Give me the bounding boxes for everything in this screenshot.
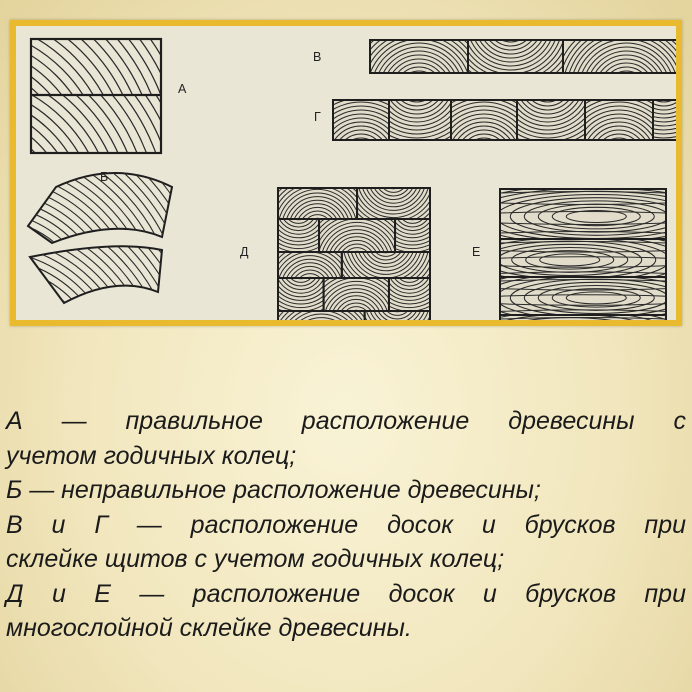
caption-line-5: склейке щитов с учетом годичных колец; bbox=[6, 545, 505, 573]
caption-line-7: многослойной склейке древесины. bbox=[6, 614, 412, 642]
label-d: Д bbox=[240, 245, 249, 259]
label-v: В bbox=[313, 50, 322, 64]
illustration-frame bbox=[10, 20, 682, 326]
caption-line-3: Б — неправильное расположение древесины; bbox=[6, 476, 541, 504]
caption-line-4: В и Г — расположение досок и брусков при bbox=[6, 510, 686, 539]
label-e: Е bbox=[472, 245, 481, 259]
figure-caption bbox=[6, 404, 686, 646]
caption-line-6: Д и Е — расположение досок и брусков при bbox=[6, 579, 686, 608]
label-b: Б bbox=[100, 170, 109, 184]
caption-line-1: А — правильное расположение древесины с bbox=[6, 407, 686, 435]
figure-d-layered-bars bbox=[241, 120, 470, 320]
label-a: А bbox=[178, 82, 187, 96]
figure-b-warped-boards bbox=[28, 173, 172, 303]
diagram-svg bbox=[16, 26, 676, 320]
figure-v-panel bbox=[347, 26, 676, 163]
wood-gluing-diagram bbox=[16, 26, 676, 320]
label-g: Г bbox=[314, 110, 321, 124]
caption-line-2: учетом годичных колец; bbox=[6, 441, 297, 470]
